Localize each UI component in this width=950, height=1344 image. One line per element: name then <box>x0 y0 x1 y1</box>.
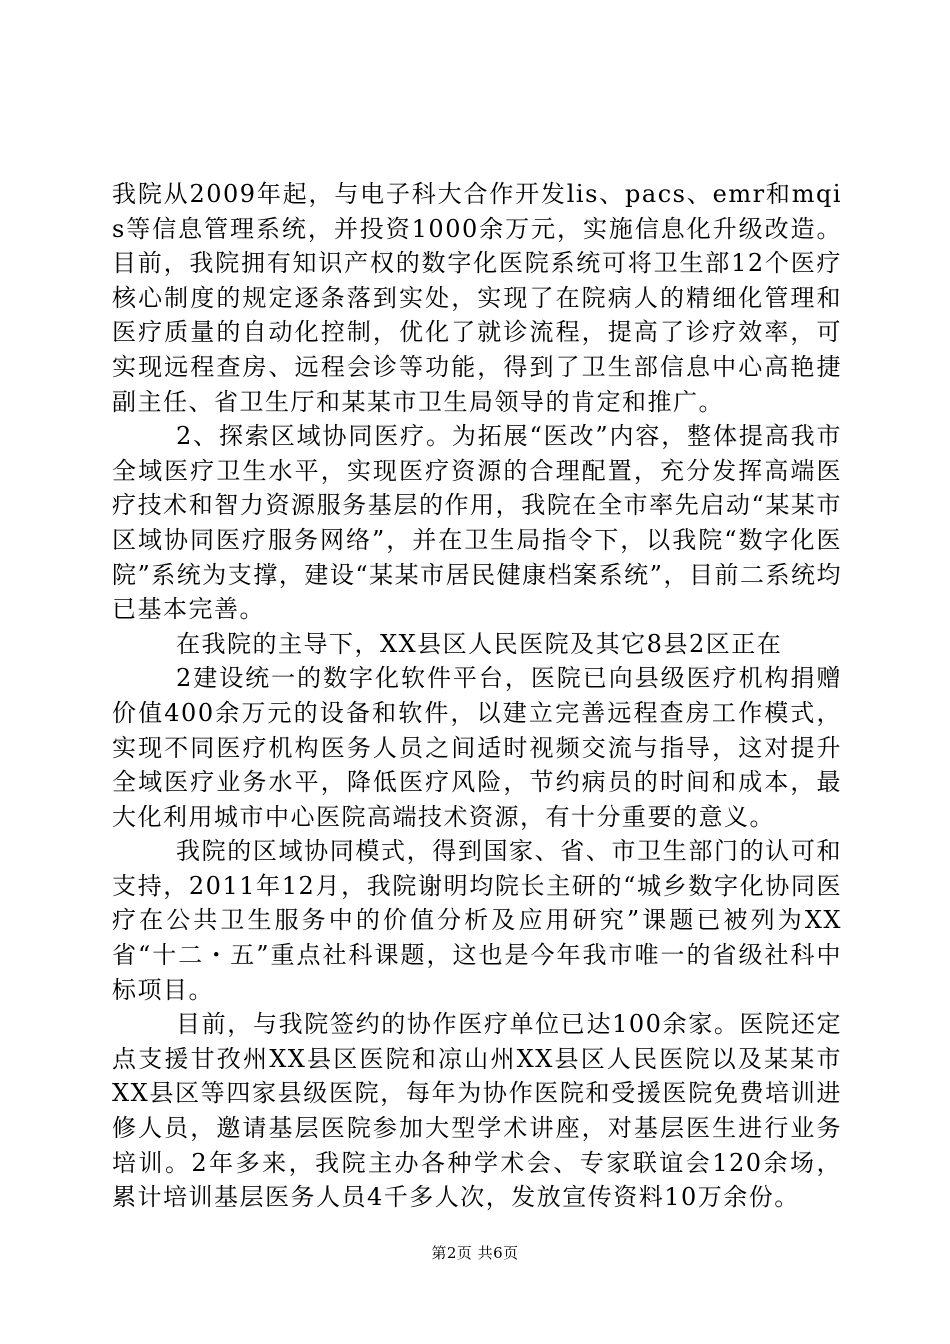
paragraph-county-hospitals: 在我院的主导下，XX县区人民医院及其它8县2区正在 <box>176 629 783 658</box>
paragraph-software-platform: 2建设统一的数字化软件平台，医院已向县级医疗机构捐赠价值400余万元的设备和软件，以建立完善远程查房工作模式，实现不同医疗机构医务人员之间适时视频交流与指导，这对提升全域医疗业务水平，降低医疗风险，节约病员的时间和成本，最大化利用城市中心医院高端技术资源，有十分重要的意义。 <box>112 664 842 831</box>
paragraph-digital-hospital: 我院从2009年起，与电子科大合作开发lis、pacs、emr和mqis等信息管理系统，并投资1000余万元，实施信息化升级改造。目前，我院拥有知识产权的数字化医院系统可将卫生部12个医疗核心制度的规定逐条落到实处，实现了在院病人的精细化管理和医疗质量的自动化控制，优化了就诊流程，提高了诊疗效率，可实现远程查房、远程会诊等功能，得到了卫生部信息中心高艳捷副主任、省卫生厅和某某市卫生局领导的肯定和推广。 <box>112 180 842 416</box>
paragraph-research-project: 我院的区域协同模式，得到国家、省、市卫生部门的认可和支持，2011年12月，我院谢明均院长主研的“城乡数字化协同医疗在公共卫生服务中的价值分析及应用研究”课题已被列为XX省“十二・五”重点社科课题，这也是今年我市唯一的省级社科中标项目。 <box>112 837 842 1004</box>
paragraph-partner-units: 目前，与我院签约的协作医疗单位已达100余家。医院还定点支援甘孜州XX县区医院和凉山州XX县区人民医院以及某某市XX县区等四家县级医院，每年为协作医院和受援医院免费培训进修人员，邀请基层医院参加大型学术讲座，对基层医生进行业务培训。2年多来，我院主办各种学术会、专家联谊会120余场，累计培训基层医务人员4千多人次，发放宣传资料10万余份。 <box>112 1010 842 1212</box>
paragraph-regional-collaboration: 2、探索区域协同医疗。为拓展“医改”内容，整体提高我市全域医疗卫生水平，实现医疗资源的合理配置，充分发挥高端医疗技术和智力资源服务基层的作用，我院在全市率先启动“某某市区域协同医疗服务网络”，并在卫生局指令下，以我院“数字化医院”系统为支撑，建设“某某市居民健康档案系统”，目前二系统均已基本完善。 <box>112 422 842 624</box>
document-body <box>112 177 842 1215</box>
page-footer: 第2页 共6页 <box>431 1244 519 1262</box>
